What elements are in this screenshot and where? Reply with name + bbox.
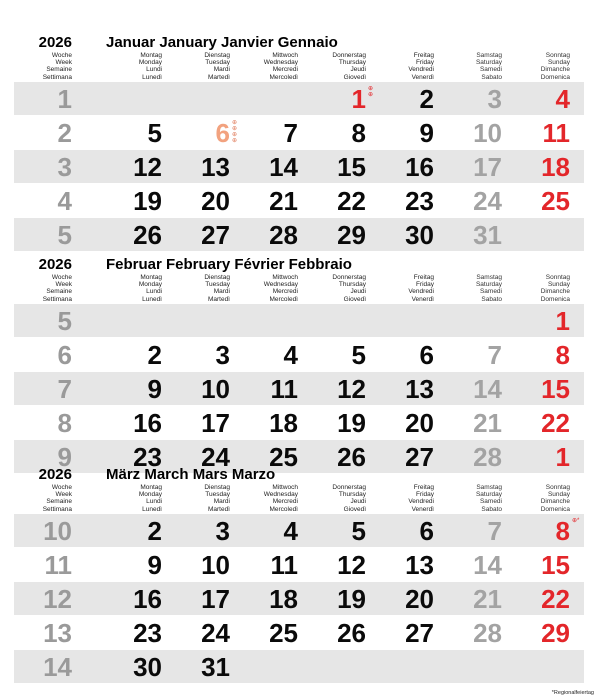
day-cell: 21 [473, 584, 502, 614]
day-cell: 27 [201, 220, 230, 250]
day-cell: 13 [405, 550, 434, 580]
weekday-label-line: Lundi [146, 498, 162, 506]
month-header [14, 462, 584, 514]
weekday-label-line: Martedì [207, 73, 230, 81]
weekday-label-line: Dienstag [204, 52, 230, 59]
day-cell: 21 [269, 186, 298, 216]
month-header [14, 252, 584, 304]
day-cell: 14 [269, 152, 298, 182]
day-cell: 21 [473, 408, 502, 438]
weekday-label [94, 52, 162, 81]
weekday-label-line: Monday [138, 59, 162, 67]
day-cell: 3 [215, 516, 230, 546]
day-cell: 23 [133, 442, 162, 472]
week-number: 12 [43, 584, 72, 614]
weekday-label [94, 484, 162, 513]
week-number: 10 [43, 516, 72, 546]
weekday-label [298, 484, 366, 513]
weekday-label [298, 52, 366, 81]
weekday-label-line: Dimanche [540, 66, 570, 74]
day-cell: 15 [541, 374, 570, 404]
week-label-line: Settimana [42, 295, 72, 303]
day-cell: 5 [351, 340, 366, 370]
day-cell: 8 [555, 516, 570, 546]
weekday-label [366, 484, 434, 513]
month-block [14, 462, 584, 684]
weekday-label-line: Sabato [481, 505, 502, 513]
weekday-label-line: Tuesday [205, 491, 230, 499]
day-cell: 13 [405, 374, 434, 404]
day-cell: 13 [201, 152, 230, 182]
weekday-label-line: Mercredi [272, 498, 298, 506]
day-cell: 31 [473, 220, 502, 250]
day-cell: 25 [541, 186, 570, 216]
weekday-label-line: Vendredi [408, 288, 434, 296]
weekday-label-line: Monday [138, 281, 162, 289]
holiday-marker-icon: ⊕ ⊕ [368, 86, 374, 98]
week-label-line: Settimana [42, 505, 72, 513]
weekday-label-line: Montag [140, 274, 162, 281]
weekday-label-line: Thursday [338, 59, 366, 67]
weekday-label-line: Mittwoch [272, 52, 298, 59]
day-cell: 28 [269, 220, 298, 250]
weekday-label-line: Saturday [475, 491, 502, 499]
day-cell: 30 [405, 220, 434, 250]
holiday-marker-icon: ⊕ ⊕ ⊕ ⊕ [232, 120, 238, 144]
week-row [14, 304, 584, 338]
weekday-label-line: Dimanche [540, 288, 570, 296]
weekday-label [366, 52, 434, 81]
day-cell: 28 [473, 618, 502, 648]
weekday-label [502, 484, 570, 513]
week-row [14, 406, 584, 440]
month-header [14, 30, 584, 82]
weekday-label-line: Tuesday [205, 281, 230, 289]
day-cell: 1 [555, 306, 570, 336]
week-row [14, 82, 584, 116]
day-cell: 14 [473, 374, 502, 404]
holiday-marker-icon: ⊕* [572, 518, 580, 524]
day-cell: 18 [269, 584, 298, 614]
day-cell: 14 [473, 550, 502, 580]
day-cell: 29 [541, 618, 570, 648]
day-cell: 31 [201, 652, 230, 682]
weekday-label-line: Lunedì [142, 73, 162, 81]
day-cell: 3 [215, 340, 230, 370]
row-divider [14, 683, 584, 684]
weekday-label-line: Vendredi [408, 498, 434, 506]
weekday-label [162, 52, 230, 81]
weekday-label [434, 274, 502, 303]
weekday-label-line: Mardi [213, 288, 230, 296]
weekday-label-line: Saturday [475, 59, 502, 67]
weekday-label-line: Sunday [547, 59, 570, 67]
day-cell: 19 [337, 408, 366, 438]
weekday-label-line: Mardi [213, 498, 230, 506]
weekday-label [434, 484, 502, 513]
week-number: 1 [57, 84, 72, 114]
week-label-line: Week [55, 491, 72, 499]
week-row [14, 514, 584, 548]
weekday-label-line: Freitag [413, 274, 434, 281]
week-row [14, 218, 584, 252]
weekday-label-line: Wednesday [263, 59, 298, 67]
day-cell: 19 [133, 186, 162, 216]
day-cell: 26 [133, 220, 162, 250]
week-column-label [14, 52, 72, 81]
day-cell: 11 [270, 550, 298, 580]
month-block [14, 252, 584, 474]
day-cell: 2 [147, 340, 162, 370]
weekday-label-line: Mittwoch [272, 484, 298, 491]
weekday-label-line: Sabato [481, 73, 502, 81]
day-cell: 29 [337, 220, 366, 250]
weekday-label-line: Jeudi [350, 288, 366, 296]
day-cell: 12 [133, 152, 162, 182]
day-cell: 1 [555, 442, 570, 472]
weekday-label-line: Lunedì [142, 505, 162, 513]
week-row [14, 116, 584, 150]
day-cell: 17 [473, 152, 502, 182]
week-column-label [14, 484, 72, 513]
day-cell: 15 [541, 550, 570, 580]
week-label-line: Woche [51, 52, 72, 59]
weekday-label-line: Giovedì [343, 295, 366, 303]
week-label-line: Semaine [46, 498, 72, 506]
weekday-label-line: Venerdì [411, 295, 434, 303]
weekday-label-line: Lundi [146, 288, 162, 296]
day-cell: 8 [555, 340, 570, 370]
weekday-label-line: Samstag [476, 52, 502, 59]
weekday-label [502, 274, 570, 303]
day-cell: 27 [405, 442, 434, 472]
week-row [14, 150, 584, 184]
weekday-label-line: Saturday [475, 281, 502, 289]
weekday-label [366, 274, 434, 303]
weekday-label-line: Sabato [481, 295, 502, 303]
weekday-label [434, 52, 502, 81]
day-cell: 7 [487, 516, 502, 546]
weekday-label-line: Montag [140, 52, 162, 59]
week-row [14, 616, 584, 650]
weekday-label [162, 484, 230, 513]
weekday-label-line: Venerdì [411, 73, 434, 81]
day-cell: 23 [133, 618, 162, 648]
weekday-label-line: Dienstag [204, 484, 230, 491]
day-cell: 17 [201, 408, 230, 438]
day-cell: 1 [351, 84, 366, 114]
week-row [14, 372, 584, 406]
weekday-label-line: Sonntag [545, 274, 570, 281]
weekday-label-line: Giovedì [343, 73, 366, 81]
day-cell: 22 [541, 408, 570, 438]
day-cell: 27 [405, 618, 434, 648]
day-cell: 5 [147, 118, 162, 148]
weekday-label-line: Sonntag [545, 52, 570, 59]
day-cell: 16 [133, 584, 162, 614]
day-cell: 9 [419, 118, 434, 148]
weekday-label-line: Dienstag [204, 274, 230, 281]
week-label-line: Semaine [46, 288, 72, 296]
day-cell: 7 [487, 340, 502, 370]
day-cell: 20 [201, 186, 230, 216]
weekday-label-line: Samedi [479, 66, 502, 74]
week-number: 3 [57, 152, 72, 182]
day-cell: 3 [487, 84, 502, 114]
week-number: 13 [43, 618, 72, 648]
weekday-label-line: Martedì [207, 505, 230, 513]
day-cell: 22 [337, 186, 366, 216]
month-name: Februar February Février Febbraio [106, 256, 352, 273]
weekday-label-line: Donnerstag [332, 52, 366, 59]
day-cell: 28 [473, 442, 502, 472]
day-cell: 9 [147, 550, 162, 580]
weekday-label-line: Thursday [338, 281, 366, 289]
day-cell: 11 [270, 374, 298, 404]
day-cell: 18 [541, 152, 570, 182]
calendar-page [14, 30, 584, 685]
day-cell: 20 [405, 408, 434, 438]
day-cell: 11 [542, 118, 570, 148]
week-number: 8 [57, 408, 72, 438]
day-cell: 4 [283, 340, 298, 370]
weekday-label-line: Sunday [547, 491, 570, 499]
day-cell: 8 [351, 118, 366, 148]
day-cell: 10 [201, 374, 230, 404]
weekday-label-line: Jeudi [350, 498, 366, 506]
weekday-label-line: Venerdì [411, 505, 434, 513]
weekday-label-line: Monday [138, 491, 162, 499]
week-column-label [14, 274, 72, 303]
week-row [14, 338, 584, 372]
day-cell: 26 [337, 442, 366, 472]
weekday-label-line: Sunday [547, 281, 570, 289]
weekday-label-line: Freitag [413, 484, 434, 491]
weekday-label-line: Samedi [479, 288, 502, 296]
day-cell: 22 [541, 584, 570, 614]
year-label: 2026 [38, 466, 72, 483]
weekday-label-line: Mercoledì [269, 505, 298, 513]
week-label-line: Semaine [46, 66, 72, 74]
day-cell: 24 [201, 618, 230, 648]
day-cell: 4 [555, 84, 570, 114]
day-cell: 10 [201, 550, 230, 580]
week-label-line: Woche [51, 274, 72, 281]
weekday-label-line: Friday [415, 491, 434, 499]
holiday-marker [572, 518, 582, 524]
weekday-label-line: Wednesday [263, 281, 298, 289]
weekday-label-line: Mercredi [272, 66, 298, 74]
week-number: 11 [44, 550, 72, 580]
week-number: 14 [43, 652, 72, 682]
day-cell: 7 [283, 118, 298, 148]
day-cell: 25 [269, 442, 298, 472]
day-cell: 20 [405, 584, 434, 614]
weekday-label-line: Thursday [338, 491, 366, 499]
week-number: 5 [57, 220, 72, 250]
weekday-label-line: Jeudi [350, 66, 366, 74]
week-label-line: Woche [51, 484, 72, 491]
day-cell: 2 [147, 516, 162, 546]
weekday-label [230, 274, 298, 303]
week-row [14, 548, 584, 582]
day-cell: 30 [133, 652, 162, 682]
weekday-label-line: Friday [415, 59, 434, 67]
weekday-label-line: Donnerstag [332, 274, 366, 281]
week-row [14, 650, 584, 684]
weekday-label [94, 274, 162, 303]
day-cell: 24 [201, 442, 230, 472]
day-cell: 24 [473, 186, 502, 216]
weekday-label-line: Lundi [146, 66, 162, 74]
week-number: 9 [57, 442, 72, 472]
weekday-label [230, 484, 298, 513]
day-cell: 6 [215, 118, 230, 148]
month-block [14, 30, 584, 252]
day-cell: 5 [351, 516, 366, 546]
day-cell: 16 [133, 408, 162, 438]
day-cell: 16 [405, 152, 434, 182]
week-number: 6 [57, 340, 72, 370]
weekday-label-line: Freitag [413, 52, 434, 59]
weekday-label-line: Friday [415, 281, 434, 289]
day-cell: 12 [337, 550, 366, 580]
year-label: 2026 [38, 34, 72, 51]
weekday-label-line: Wednesday [263, 491, 298, 499]
day-cell: 18 [269, 408, 298, 438]
weekday-label [502, 52, 570, 81]
day-cell: 6 [419, 516, 434, 546]
day-cell: 10 [473, 118, 502, 148]
day-cell: 19 [337, 584, 366, 614]
week-number: 2 [57, 118, 72, 148]
week-number: 4 [57, 186, 72, 216]
weekday-label-line: Montag [140, 484, 162, 491]
weekday-label-line: Martedì [207, 295, 230, 303]
day-cell: 9 [147, 374, 162, 404]
week-label-line: Week [55, 281, 72, 289]
week-number: 7 [57, 374, 72, 404]
weekday-label [162, 274, 230, 303]
weekday-label-line: Sonntag [545, 484, 570, 491]
month-name: März March Mars Marzo [106, 466, 276, 483]
footnote: *Regionalfeiertag [551, 690, 594, 696]
weekday-label-line: Mercoledì [269, 73, 298, 81]
weekday-label-line: Domenica [540, 73, 570, 81]
day-cell: 26 [337, 618, 366, 648]
week-number: 5 [57, 306, 72, 336]
day-cell: 23 [405, 186, 434, 216]
weekday-label-line: Domenica [540, 505, 570, 513]
weekday-label-line: Mercoledì [269, 295, 298, 303]
day-cell: 4 [283, 516, 298, 546]
month-name: Januar January Janvier Gennaio [106, 34, 338, 51]
weekday-label-line: Samstag [476, 274, 502, 281]
day-cell: 12 [337, 374, 366, 404]
day-cell: 17 [201, 584, 230, 614]
weekday-label-line: Tuesday [205, 59, 230, 67]
weekday-label-line: Mercredi [272, 288, 298, 296]
weekday-label [230, 52, 298, 81]
day-cell: 15 [337, 152, 366, 182]
day-cell: 25 [269, 618, 298, 648]
week-row [14, 582, 584, 616]
weekday-label-line: Vendredi [408, 66, 434, 74]
weekday-label-line: Mittwoch [272, 274, 298, 281]
week-label-line: Settimana [42, 73, 72, 81]
weekday-label-line: Lunedì [142, 295, 162, 303]
weekday-label-line: Giovedì [343, 505, 366, 513]
weekday-label-line: Domenica [540, 295, 570, 303]
weekday-label-line: Mardi [213, 66, 230, 74]
year-label: 2026 [38, 256, 72, 273]
day-cell: 6 [419, 340, 434, 370]
weekday-label [298, 274, 366, 303]
weekday-label-line: Donnerstag [332, 484, 366, 491]
week-row [14, 184, 584, 218]
weekday-label-line: Samedi [479, 498, 502, 506]
week-label-line: Week [55, 59, 72, 67]
day-cell: 2 [419, 84, 434, 114]
weekday-label-line: Samstag [476, 484, 502, 491]
weekday-label-line: Dimanche [540, 498, 570, 506]
